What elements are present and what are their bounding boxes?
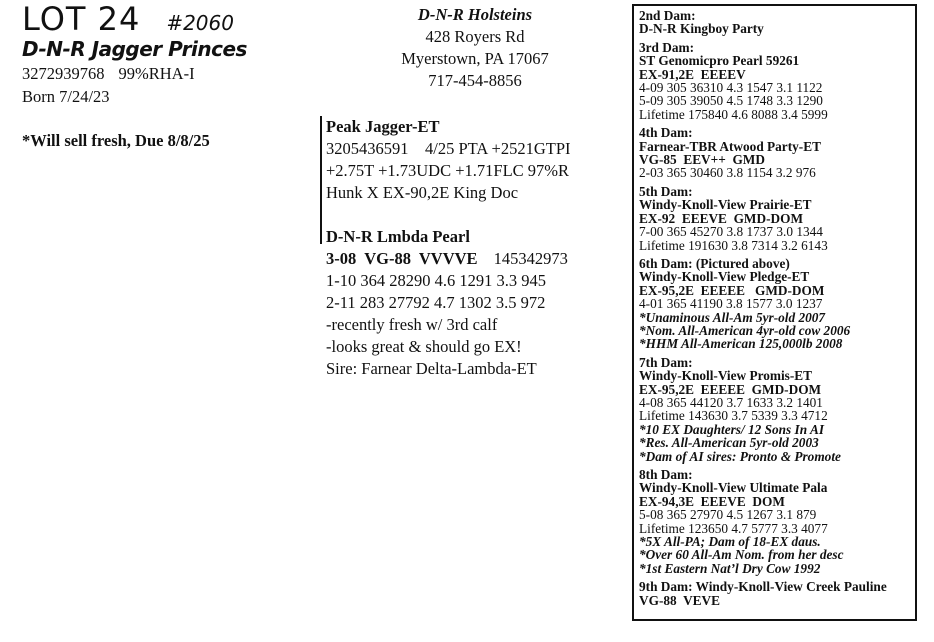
dam-8-class: EX-94,3E EEEVE DOM <box>639 493 785 509</box>
dam-8-record-1: 5-08 365 27970 4.5 1267 3.1 879 <box>639 507 817 523</box>
dam-8-note-3: *1st Eastern Nat’l Dry Cow 1992 <box>639 560 821 576</box>
animal-name: D-N-R Jagger Princes <box>22 37 247 61</box>
dam-8-header: 8th Dam: <box>639 467 693 482</box>
farm-city: Myerstown, PA 17067 <box>401 49 549 68</box>
dam-6-record-1: 4-01 365 41190 3.8 1577 3.0 1237 <box>639 296 823 312</box>
farm-street: 428 Royers Rd <box>425 27 525 46</box>
dam-8-note-1: *5X All-PA; Dam of 18-EX daus. <box>639 534 821 550</box>
dam-3 <box>639 41 911 121</box>
dam-5-class: EX-92 EEEVE GMD-DOM <box>639 210 803 226</box>
sire-line-1: 3205436591 4/25 PTA +2521GTPI <box>326 139 571 158</box>
dam-6 <box>639 257 911 351</box>
sire-line-3: Hunk X EX-90,2E King Doc <box>326 183 519 202</box>
dam-3-class: EX-91,2E EEEEV <box>639 66 746 82</box>
dam-5-header: 5th Dam: <box>639 183 693 199</box>
dam-2 <box>639 9 911 36</box>
dam-4-name: Farnear-TBR Atwood Party-ET <box>639 138 821 154</box>
farm-name: D-N-R Holsteins <box>417 5 533 24</box>
dam-4-class: VG-85 EEV++ GMD <box>639 152 765 168</box>
dam-note-1: -recently fresh w/ 3rd calf <box>326 315 498 334</box>
dam-5-record-1: 7-00 365 45270 3.8 1737 3.0 1344 <box>639 224 823 240</box>
dam-6-note-3: *HHM All-American 125,000lb 2008 <box>639 336 843 352</box>
dam-5 <box>639 185 911 252</box>
dam-block <box>326 226 568 380</box>
dam-3-record-2: 5-09 305 39050 4.5 1748 3.3 1290 <box>639 93 823 109</box>
dam-3-header: 3rd Dam: <box>639 39 695 55</box>
dam-4 <box>639 126 911 180</box>
dam-7-record-1: 4-08 365 44120 3.7 1633 3.2 1401 <box>639 394 823 410</box>
dam-9-class: VG-88 VEVE <box>639 592 721 608</box>
dam-8-lifetime: Lifetime 123650 4.7 5777 3.3 4077 <box>639 520 828 536</box>
dam-sire: Sire: Farnear Delta-Lambda-ET <box>326 359 537 378</box>
lot-number: LOT 24 <box>22 0 141 38</box>
dam-3-lifetime: Lifetime 175840 4.6 8088 3.4 5999 <box>639 106 828 122</box>
dam-7-class: EX-95,2E EEEEE GMD-DOM <box>639 381 822 397</box>
dam-7-note-2: *Res. All-American 5yr-old 2003 <box>639 435 819 451</box>
dam-6-class: EX-95,2E EEEEE GMD-DOM <box>639 282 825 298</box>
registration-line <box>22 64 195 84</box>
dam-4-header: 4th Dam: <box>639 125 693 141</box>
rha-percent: 99%RHA-I <box>118 64 195 83</box>
dam-id: 145342973 <box>493 249 568 268</box>
sire-block <box>326 116 571 204</box>
dam-record-1: 1-10 364 28290 4.6 1291 3.3 945 <box>326 271 546 290</box>
farm-phone: 717-454-8856 <box>428 71 522 90</box>
dam-7-header: 7th Dam: <box>639 354 693 370</box>
dam-6-header: 6th Dam: (Pictured above) <box>639 255 790 271</box>
dam-7-lifetime: Lifetime 143630 3.7 5339 3.3 4712 <box>639 408 828 424</box>
sire-name: Peak Jagger-ET <box>326 117 440 136</box>
dam-record-2: 2-11 283 27792 4.7 1302 3.5 972 <box>326 293 546 312</box>
dam-6-note-2: *Nom. All-American 4yr-old cow 2006 <box>639 322 851 338</box>
dam-2-header: 2nd Dam: <box>639 8 696 23</box>
lot-header <box>22 0 234 38</box>
dam-3-record-1: 4-09 305 36310 4.3 1547 3.1 1122 <box>639 80 823 96</box>
dam-7-note-1: *10 EX Daughters/ 12 Sons In AI <box>639 421 824 437</box>
dam-5-name: Windy-Knoll-View Prairie-ET <box>639 197 812 213</box>
maternal-pedigree-box <box>632 4 917 621</box>
dam-class-line <box>326 248 568 270</box>
farm-address <box>385 4 565 92</box>
dam-6-note-1: *Unaminous All-Am 5yr-old 2007 <box>639 309 826 325</box>
dam-7 <box>639 356 911 463</box>
pedigree-divider <box>320 116 322 244</box>
dam-4-record-1: 2-03 365 30460 3.8 1154 3.2 976 <box>639 165 816 181</box>
birth-date: Born 7/24/23 <box>22 87 110 106</box>
dam-name: D-N-R Lmbda Pearl <box>326 227 470 246</box>
sire-line-2: +2.75T +1.73UDC +1.71FLC 97%R <box>326 161 570 180</box>
dam-7-note-3: *Dam of AI sires: Pronto & Promote <box>639 448 841 464</box>
dam-8-note-2: *Over 60 All-Am Nom. from her desc <box>639 547 844 563</box>
lot-code: #2060 <box>166 11 234 35</box>
registration-number: 3272939768 <box>22 64 105 83</box>
dam-9 <box>639 580 911 607</box>
dam-5-lifetime: Lifetime 191630 3.8 7314 3.2 6143 <box>639 237 828 253</box>
dam-class: 3-08 VG-88 VVVVE <box>326 249 478 268</box>
dam-6-name: Windy-Knoll-View Pledge-ET <box>639 269 810 285</box>
dam-8 <box>639 468 911 575</box>
dam-note-2: -looks great & should go EX! <box>326 337 522 356</box>
dam-3-name: ST Genomicpro Pearl 59261 <box>639 53 800 69</box>
dam-2-name: D-N-R Kingboy Party <box>639 21 764 37</box>
dam-7-name: Windy-Knoll-View Promis-ET <box>639 368 812 384</box>
dam-8-name: Windy-Knoll-View Ultimate Pala <box>639 480 828 496</box>
sale-note: *Will sell fresh, Due 8/8/25 <box>22 131 210 150</box>
dam-9-header: 9th Dam: Windy-Knoll-View Creek Pauline <box>639 579 887 595</box>
